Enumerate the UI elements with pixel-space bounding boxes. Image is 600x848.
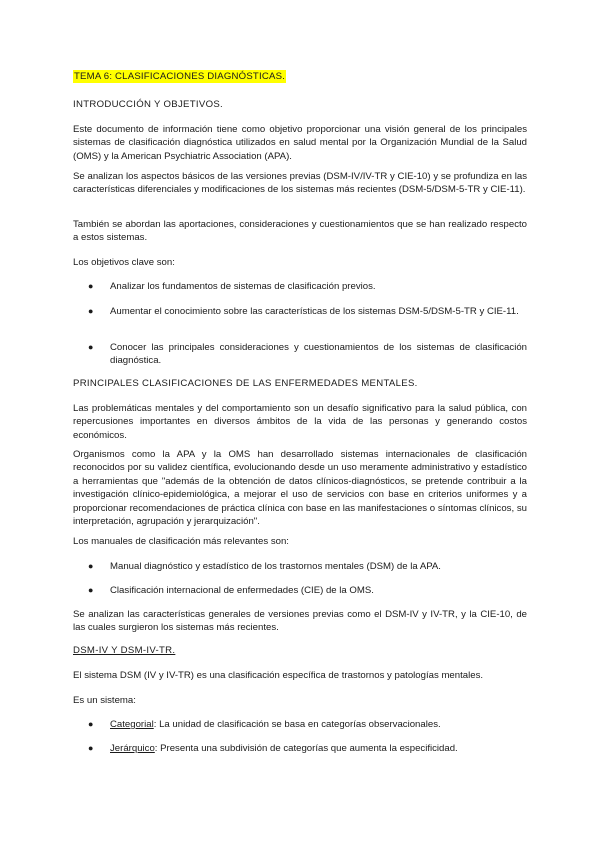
bullet-icon: ● bbox=[88, 561, 94, 571]
bullet-icon: ● bbox=[88, 585, 94, 595]
list-item: Conocer las principales consideraciones y cuestionamientos de los sistemas de clasificación diagnóstica. bbox=[110, 342, 527, 367]
document-title: TEMA 6: CLASIFICACIONES DIAGNÓSTICAS. bbox=[74, 71, 286, 82]
paragraph: Se analizan los aspectos básicos de las versiones previas (DSM-IV/IV-TR y CIE-10) y se profundiza en las características diferenciales y modificaciones de los sistemas más recientes (DSM-5/DSM-5-TR y CIE-11). bbox=[73, 171, 527, 196]
section-heading-clasificaciones: PRINCIPALES CLASIFICACIONES DE LAS ENFERMEDADES MENTALES. bbox=[73, 378, 418, 389]
term-definition: : La unidad de clasificación se basa en categorías observacionales. bbox=[153, 719, 441, 730]
list-item: Analizar los fundamentos de sistemas de clasificación previos. bbox=[110, 281, 376, 292]
paragraph: También se abordan las aportaciones, consideraciones y cuestionamientos que se han realizado respecto a estos sistemas. bbox=[73, 219, 527, 244]
list-item: Aumentar el conocimiento sobre las características de los sistemas DSM-5/DSM-5-TR y CIE-11. bbox=[110, 306, 519, 317]
paragraph: El sistema DSM (IV y IV-TR) es una clasificación específica de trastornos y patologías mentales. bbox=[73, 670, 484, 681]
paragraph: Se analizan las características generales de versiones previas como el DSM-IV y IV-TR, y la CIE-10, de las cuales surgieron los sistemas más recientes. bbox=[73, 609, 527, 634]
bullet-icon: ● bbox=[88, 743, 94, 753]
bullet-icon: ● bbox=[88, 719, 94, 729]
paragraph: Este documento de información tiene como objetivo proporcionar una visión general de los principales sistemas de clasificación diagnóstica utilizados en salud mental por la Organización Mundial de la Salud (OMS) y la American Psychiatric Association (APA). bbox=[73, 124, 527, 162]
list-item bbox=[110, 718, 527, 731]
section-heading-dsm-iv: DSM-IV Y DSM-IV-TR. bbox=[73, 645, 176, 656]
list-item: Clasificación internacional de enfermedades (CIE) de la OMS. bbox=[110, 585, 374, 596]
term-definition: : Presenta una subdivisión de categorías que aumenta la especificidad. bbox=[154, 743, 458, 754]
bullet-icon: ● bbox=[88, 281, 94, 291]
list-item: Manual diagnóstico y estadístico de los trastornos mentales (DSM) de la APA. bbox=[110, 561, 441, 572]
paragraph: Los objetivos clave son: bbox=[73, 257, 175, 268]
bullet-icon: ● bbox=[88, 342, 94, 352]
bullet-icon: ● bbox=[88, 306, 94, 316]
term-categorial: Categorial bbox=[110, 719, 154, 730]
paragraph: Organismos como la APA y la OMS han desarrollado sistemas internacionales de clasificación reconocidos por su validez científica, evolucionando desde un uso meramente administrativo y estadístico a herramientas que "además de la obtención de datos clínicos-diagnósticos, se pretende contribuir a la investigación clínico-epidemiológica, a mejorar el uso de servicios con base en criterios uniformes y a proporcionar recomendaciones de práctica clínica con base en las manifestaciones o síntomas clínicos, su interpretación, agrupación y jerarquización". bbox=[73, 449, 527, 528]
term-jerarquico: Jerárquico bbox=[110, 743, 155, 754]
paragraph: Los manuales de clasificación más relevantes son: bbox=[73, 536, 289, 547]
section-heading-introduccion: INTRODUCCIÓN Y OBJETIVOS. bbox=[73, 99, 224, 110]
list-item bbox=[110, 742, 527, 755]
paragraph: Es un sistema: bbox=[73, 695, 136, 706]
paragraph: Las problemáticas mentales y del comportamiento son un desafío significativo para la salud pública, con repercusiones importantes en diversos ámbitos de la vida de las personas y generando costos económicos. bbox=[73, 403, 527, 441]
